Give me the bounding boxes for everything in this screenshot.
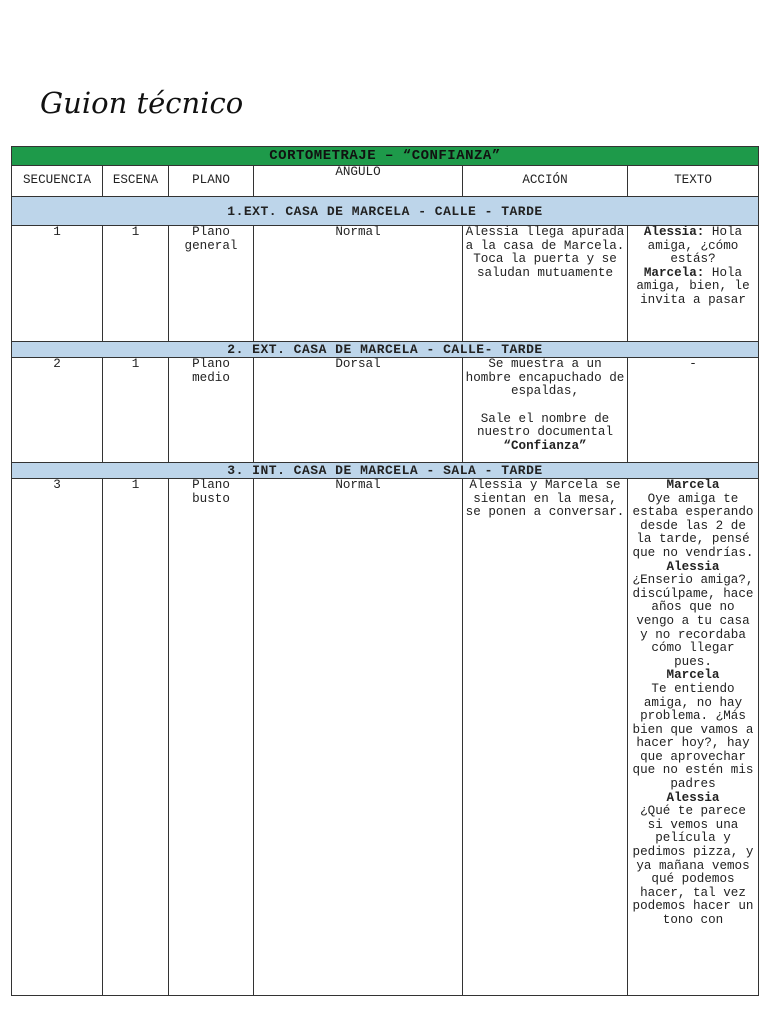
- table-title: CORTOMETRAJE – “CONFIANZA”: [12, 147, 759, 166]
- cell-texto: [628, 226, 759, 342]
- column-header-secuencia: SECUENCIA: [12, 166, 103, 197]
- cell-angulo: Normal: [254, 479, 463, 996]
- table-title-row: [12, 147, 759, 166]
- dialogue-speaker: Marcela: [666, 668, 720, 683]
- cell-plano: Plano busto: [169, 479, 254, 996]
- technical-script-table: [11, 146, 759, 996]
- column-header-plano: PLANO: [169, 166, 254, 197]
- section-heading: 3. INT. CASA DE MARCELA - SALA - TARDE: [12, 463, 759, 479]
- section-heading: 2. EXT. CASA DE MARCELA - CALLE- TARDE: [12, 342, 759, 358]
- cell-accion: Alessia llega apurada a la casa de Marcela. Toca la puerta y se saludan mutuamente: [463, 226, 628, 342]
- action-text: Se muestra a un hombre encapuchado de espaldas,: [465, 357, 625, 399]
- column-header-texto: TEXTO: [628, 166, 759, 197]
- cell-texto: -: [628, 358, 759, 463]
- action-text: Sale el nombre de nuestro documental: [476, 411, 614, 440]
- cell-angulo: Normal: [254, 226, 463, 342]
- column-header-angulo: ANGULO: [254, 166, 463, 197]
- cell-secuencia: 2: [12, 358, 103, 463]
- cell-angulo: Dorsal: [254, 358, 463, 463]
- cell-accion: [463, 358, 628, 463]
- dialogue-line: Marcela: Hola amiga, bien, le invita a pasar: [636, 265, 750, 307]
- cell-secuencia: 1: [12, 226, 103, 342]
- dialogue-speaker: Marcela: [666, 478, 720, 492]
- column-header-escena: ESCENA: [103, 166, 169, 197]
- cell-plano: Plano general: [169, 226, 254, 342]
- cell-plano: Plano medio: [169, 358, 254, 463]
- section-heading-row: [12, 342, 759, 358]
- cell-escena: 1: [103, 358, 169, 463]
- dialogue-line: ¿Enserio amiga?, discúlpame, hace años que no vengo a tu casa y no recordaba cómo llegar pues.: [632, 573, 754, 669]
- cell-accion: Alessia y Marcela se sientan en la mesa, se ponen a conversar.: [463, 479, 628, 996]
- section-heading: 1.EXT. CASA DE MARCELA - CALLE - TARDE: [12, 197, 759, 226]
- column-header-accion: ACCIÓN: [463, 166, 628, 197]
- dialogue-speaker: Alessia: [666, 790, 720, 805]
- table-row: [12, 358, 759, 463]
- page-title: Guion técnico: [40, 86, 244, 120]
- dialogue-speaker: Alessia: [666, 559, 720, 574]
- dialogue-line: ¿Qué te parece si vemos una película y pedimos pizza, y ya mañana vemos qué podemos hacer, tal vez podemos hacer un tono con: [632, 804, 754, 927]
- documentary-title: “Confianza”: [503, 438, 587, 453]
- section-heading-row: [12, 463, 759, 479]
- cell-escena: 1: [103, 479, 169, 996]
- cell-escena: 1: [103, 226, 169, 342]
- section-heading-row: [12, 197, 759, 226]
- table-row: [12, 479, 759, 996]
- cell-texto: [628, 479, 759, 996]
- dialogue-line: Oye amiga te estaba esperando desde las 2 de la tarde, pensé que no vendrías.: [632, 491, 754, 560]
- dialogue-line: Te entiendo amiga, no hay problema. ¿Más bien que vamos a hacer hoy?, hay que aprovechar que no estén mis padres: [632, 681, 754, 792]
- cell-secuencia: 3: [12, 479, 103, 996]
- dialogue-line: Alessia: Hola amiga, ¿cómo estás?: [643, 225, 743, 267]
- table-row: [12, 226, 759, 342]
- column-header-row: [12, 166, 759, 197]
